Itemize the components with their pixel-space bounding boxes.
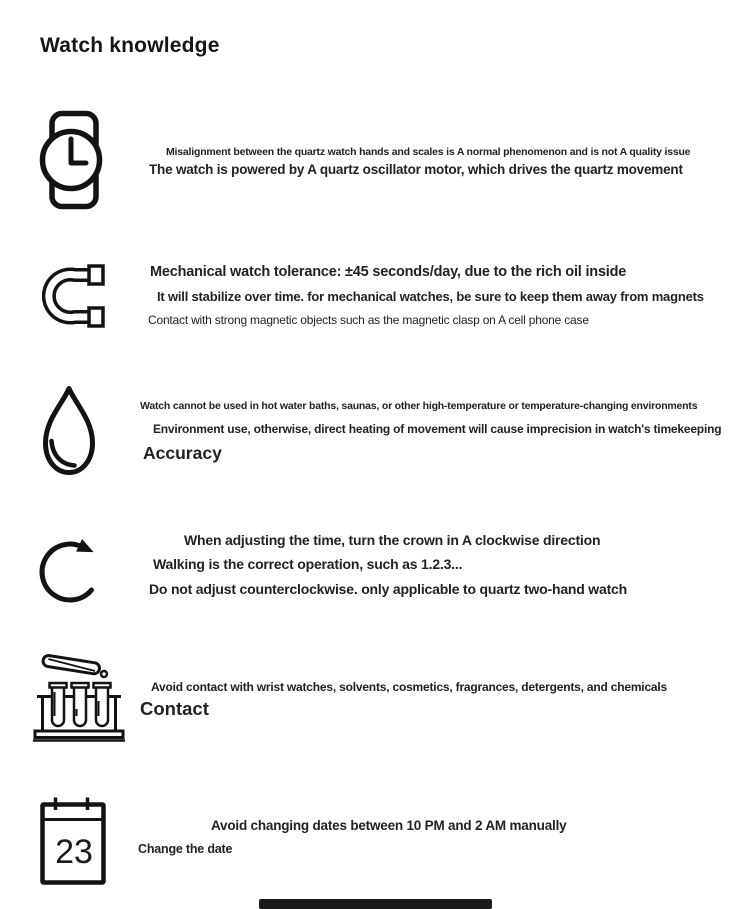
section-text: Walking is the correct operation, such as 1.2.3... [153, 556, 463, 572]
section-text: Avoid changing dates between 10 PM and 2 AM manually [211, 818, 567, 833]
water-drop-icon [36, 384, 102, 478]
page-title: Watch knowledge [40, 34, 220, 57]
section-note: Watch cannot be used in hot water baths, saunas, or other high-temperature or temperature-changing environments [140, 400, 698, 412]
section-text: Mechanical watch tolerance: ±45 seconds/day, due to the rich oil inside [150, 264, 627, 280]
section-text: The watch is powered by A quartz oscillator motor, which drives the quartz movement [149, 162, 683, 177]
rotate-clockwise-icon [33, 528, 111, 608]
section-note: Contact with strong magnetic objects such as the magnetic clasp on A cell phone case [148, 313, 589, 327]
calendar-day-number: 23 [55, 833, 93, 871]
section-heading: Contact [140, 698, 209, 719]
magnet-icon [35, 264, 109, 328]
section-text: Do not adjust counterclockwise. only applicable to quartz two-hand watch [149, 581, 627, 597]
section-text: Avoid contact with wrist watches, solvents, cosmetics, fragrances, detergents, and chemicals [151, 680, 667, 694]
home-indicator-bar [259, 899, 492, 909]
wristwatch-icon [35, 110, 107, 210]
section-text: Environment use, otherwise, direct heating of movement will cause imprecision in watch's timekeeping [153, 422, 722, 436]
section-note: Misalignment between the quartz watch hands and scales is A normal phenomenon and is not A quality issue [166, 146, 691, 158]
section-text: It will stabilize over time. for mechanical watches, be sure to keep them away from magnets [157, 289, 704, 304]
section-heading: Change the date [138, 842, 233, 856]
section-heading: Accuracy [143, 443, 222, 463]
section-text: When adjusting the time, turn the crown in A clockwise direction [184, 532, 601, 548]
test-tubes-icon [33, 646, 125, 742]
calendar-icon [40, 796, 106, 886]
